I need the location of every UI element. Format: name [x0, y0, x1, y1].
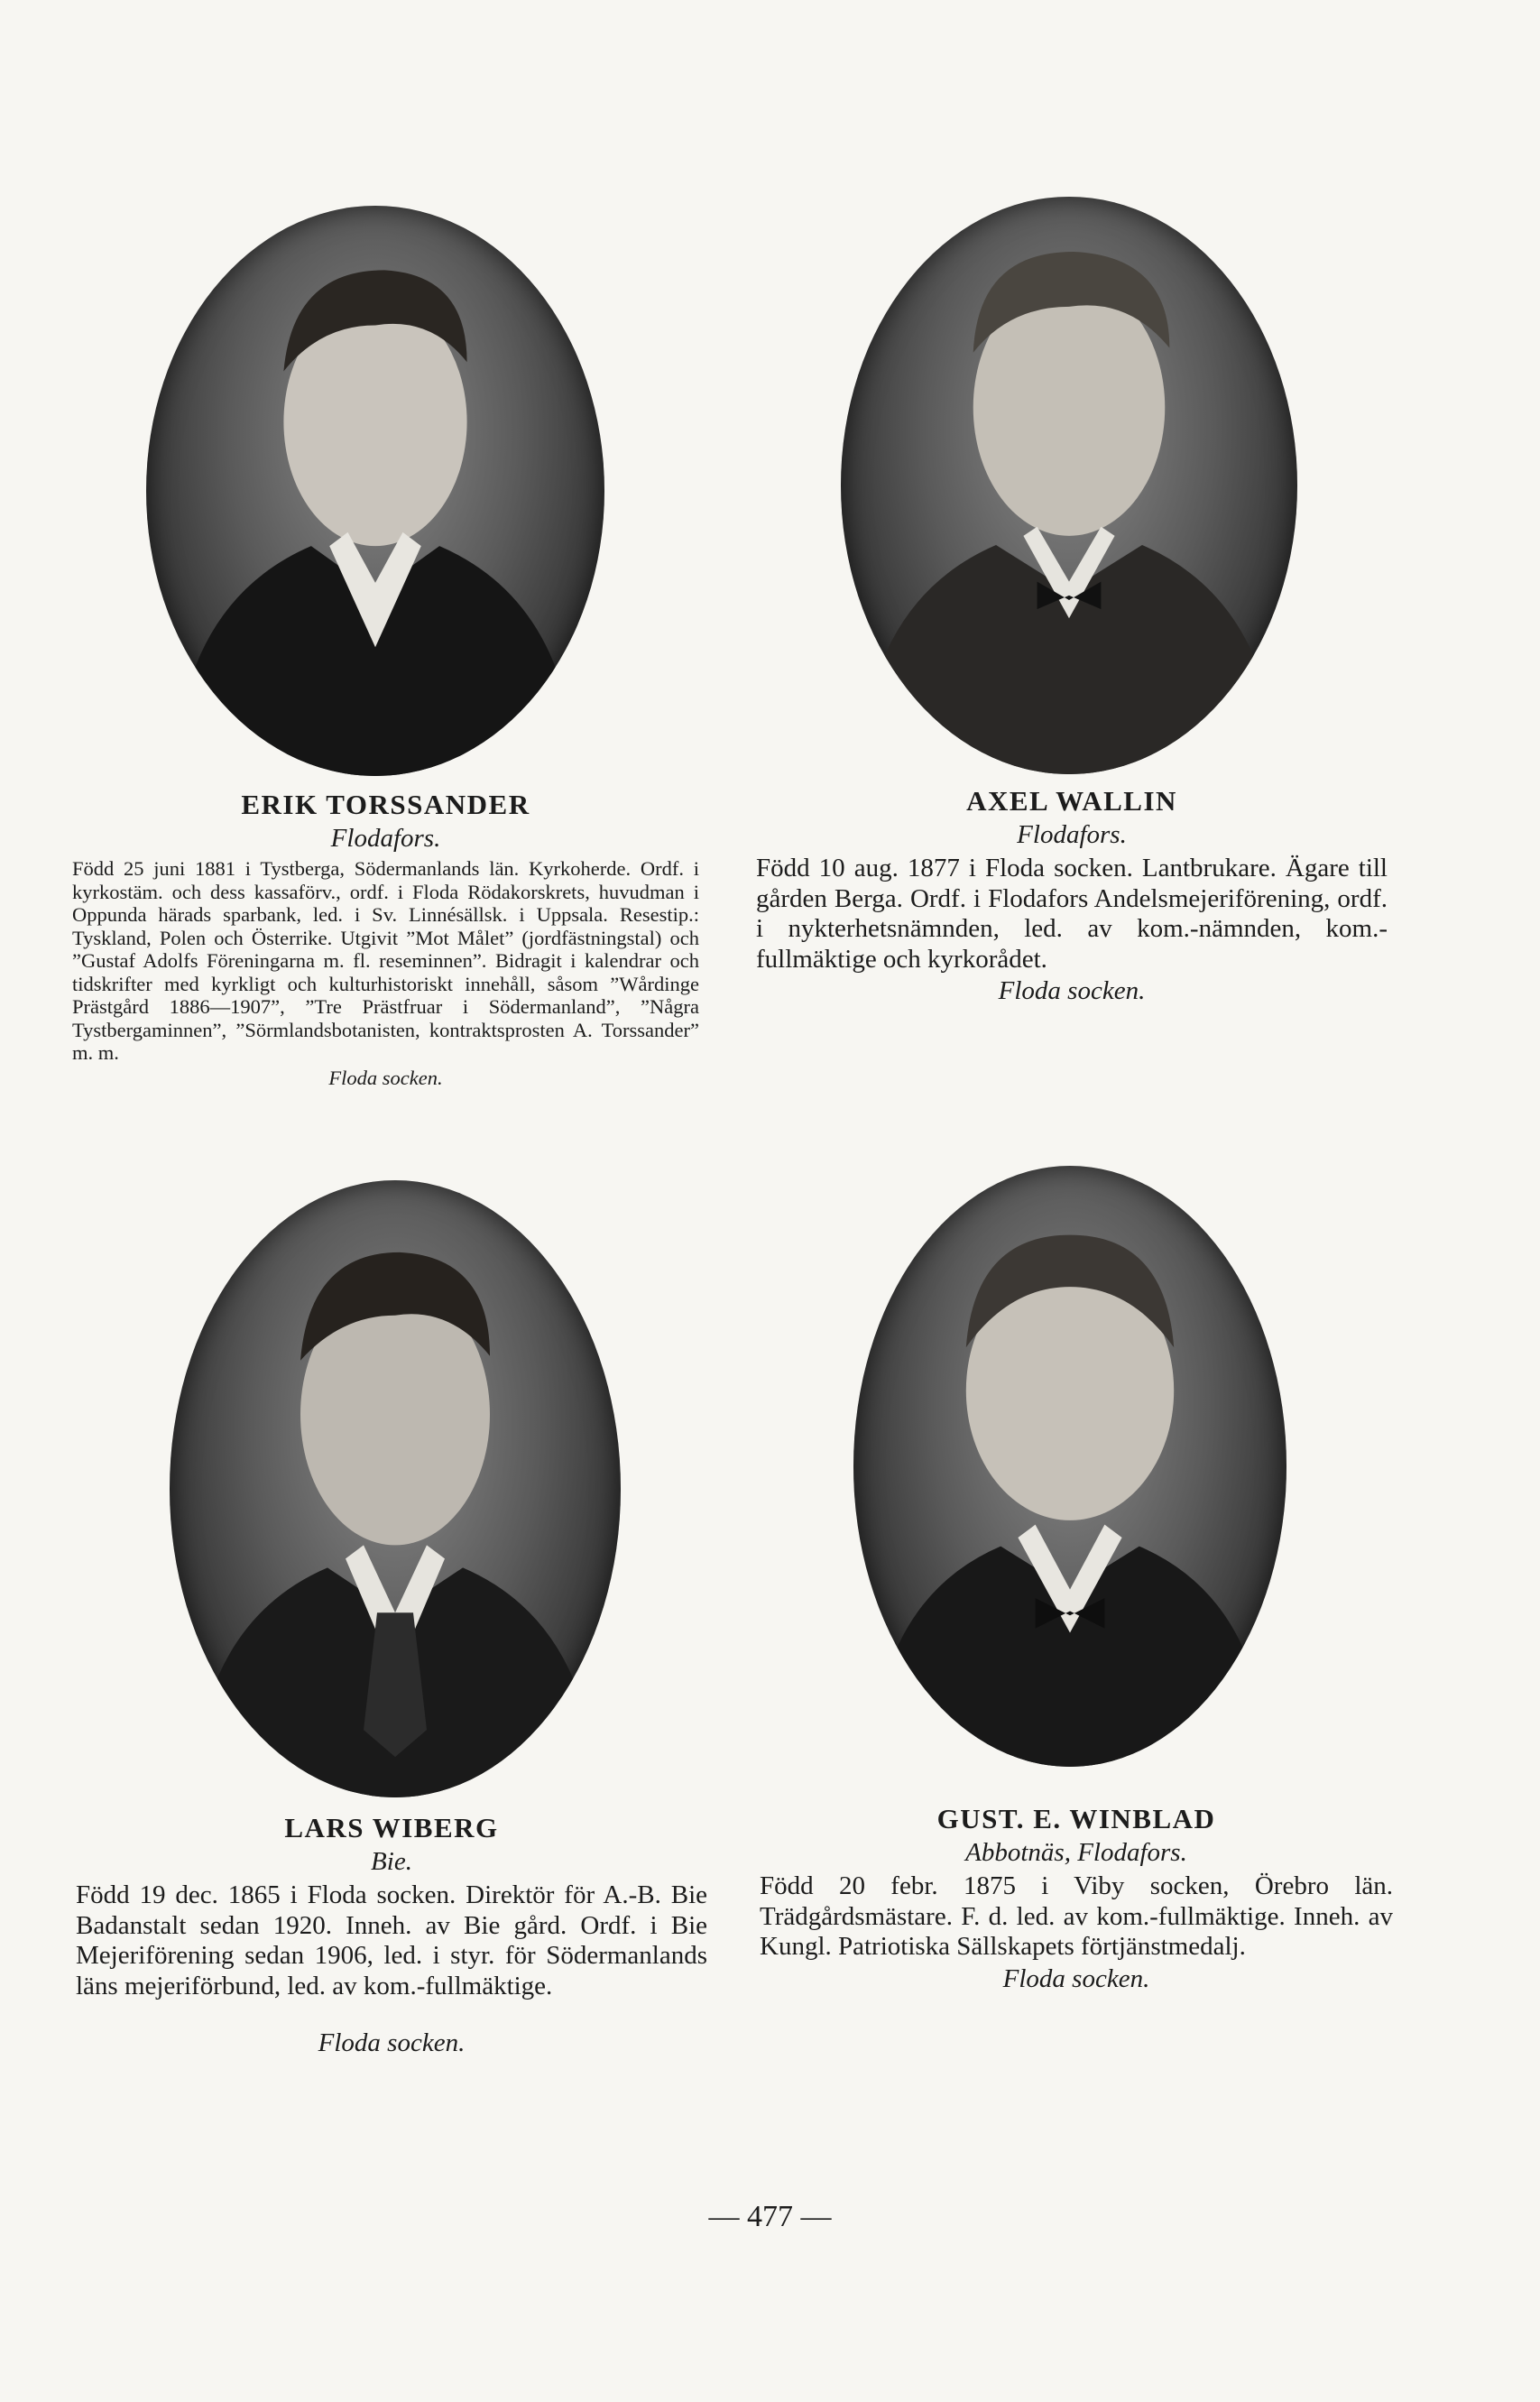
person-residence: Flodafors.: [330, 824, 441, 853]
parish-label: Floda socken.: [318, 2028, 466, 2057]
person-residence: Flodafors.: [1017, 820, 1127, 849]
entry-axel-wallin: [756, 785, 1388, 1006]
person-residence: Bie.: [371, 1847, 412, 1876]
portrait-photo-gust-winblad: [853, 1166, 1286, 1767]
portrait-photo-lars-wiberg: [170, 1180, 621, 1797]
person-name: AXEL WALLIN: [966, 785, 1177, 817]
parish-label: Floda socken.: [328, 1066, 443, 1089]
person-residence: Abbotnäs, Flodafors.: [965, 1838, 1187, 1867]
person-name: ERIK TORSSANDER: [241, 789, 530, 820]
person-biography: Född 20 febr. 1875 i Viby socken, Örebro län. Trädgårdsmästare. F. d. led. av kom.-fullmäktige. Inneh. av Kungl. Patriotiska Sällskapets förtjänstmedalj.: [760, 1871, 1393, 1961]
entry-erik-torssander: [72, 789, 699, 1090]
parish-label: Floda socken.: [1002, 1963, 1150, 1993]
entry-gust-winblad: [760, 1803, 1393, 1994]
portrait-photo-axel-wallin: [841, 197, 1297, 774]
person-biography: Född 10 aug. 1877 i Floda socken. Lantbrukare. Ägare till gården Berga. Ordf. i Flodafors Andelsmejeriförening, ordf. i nykterhetsnämnden, led. av kom.-nämnden, kom.-fullmäktige och kyrkorådet.: [756, 854, 1388, 974]
page-number: — 477 —: [708, 2200, 832, 2233]
portrait-photo-erik-torssander: [146, 206, 604, 776]
person-biography: Född 25 juni 1881 i Tystberga, Södermanlands län. Kyrkoherde. Ordf. i kyrkostäm. och dess kassaförv., ordf. i Floda Rödakorskrets, huvudman i Oppunda härads sparbank, led. i Sv. Linnésällsk. i Uppsala. Resestip.: Tyskland, Polen och Österrike. Utgivit ”Mot Målet” (jordfästningstal) och ”Gustaf Adolfs Föreningarna m. fl. reseminnen”. Bidragit i kalendrar och tidskrifter med kyrkligt och kulturhistoriskt innehåll, såsom ”Wårdinge Prästgård 1886—1907”, ”Tre Prästfruar i Södermanland”, ”Några Tystbergaminnen”, ”Sörmlandsbotanisten, kontraktsprosten A. Torssander” m. m.: [72, 857, 699, 1064]
entry-lars-wiberg: [76, 1812, 707, 2058]
person-name: GUST. E. WINBLAD: [936, 1803, 1216, 1834]
person-biography: Född 19 dec. 1865 i Floda socken. Direktör för A.-B. Bie Badanstalt sedan 1920. Inneh. av Bie gård. Ordf. i Bie Mejeriförening sedan 1906, led. i styr. för Södermanlands läns mejeriförbund, led. av kom.-fullmäktige.: [76, 1880, 707, 2000]
parish-label: Floda socken.: [998, 976, 1146, 1005]
person-name: LARS WIBERG: [284, 1812, 499, 1843]
